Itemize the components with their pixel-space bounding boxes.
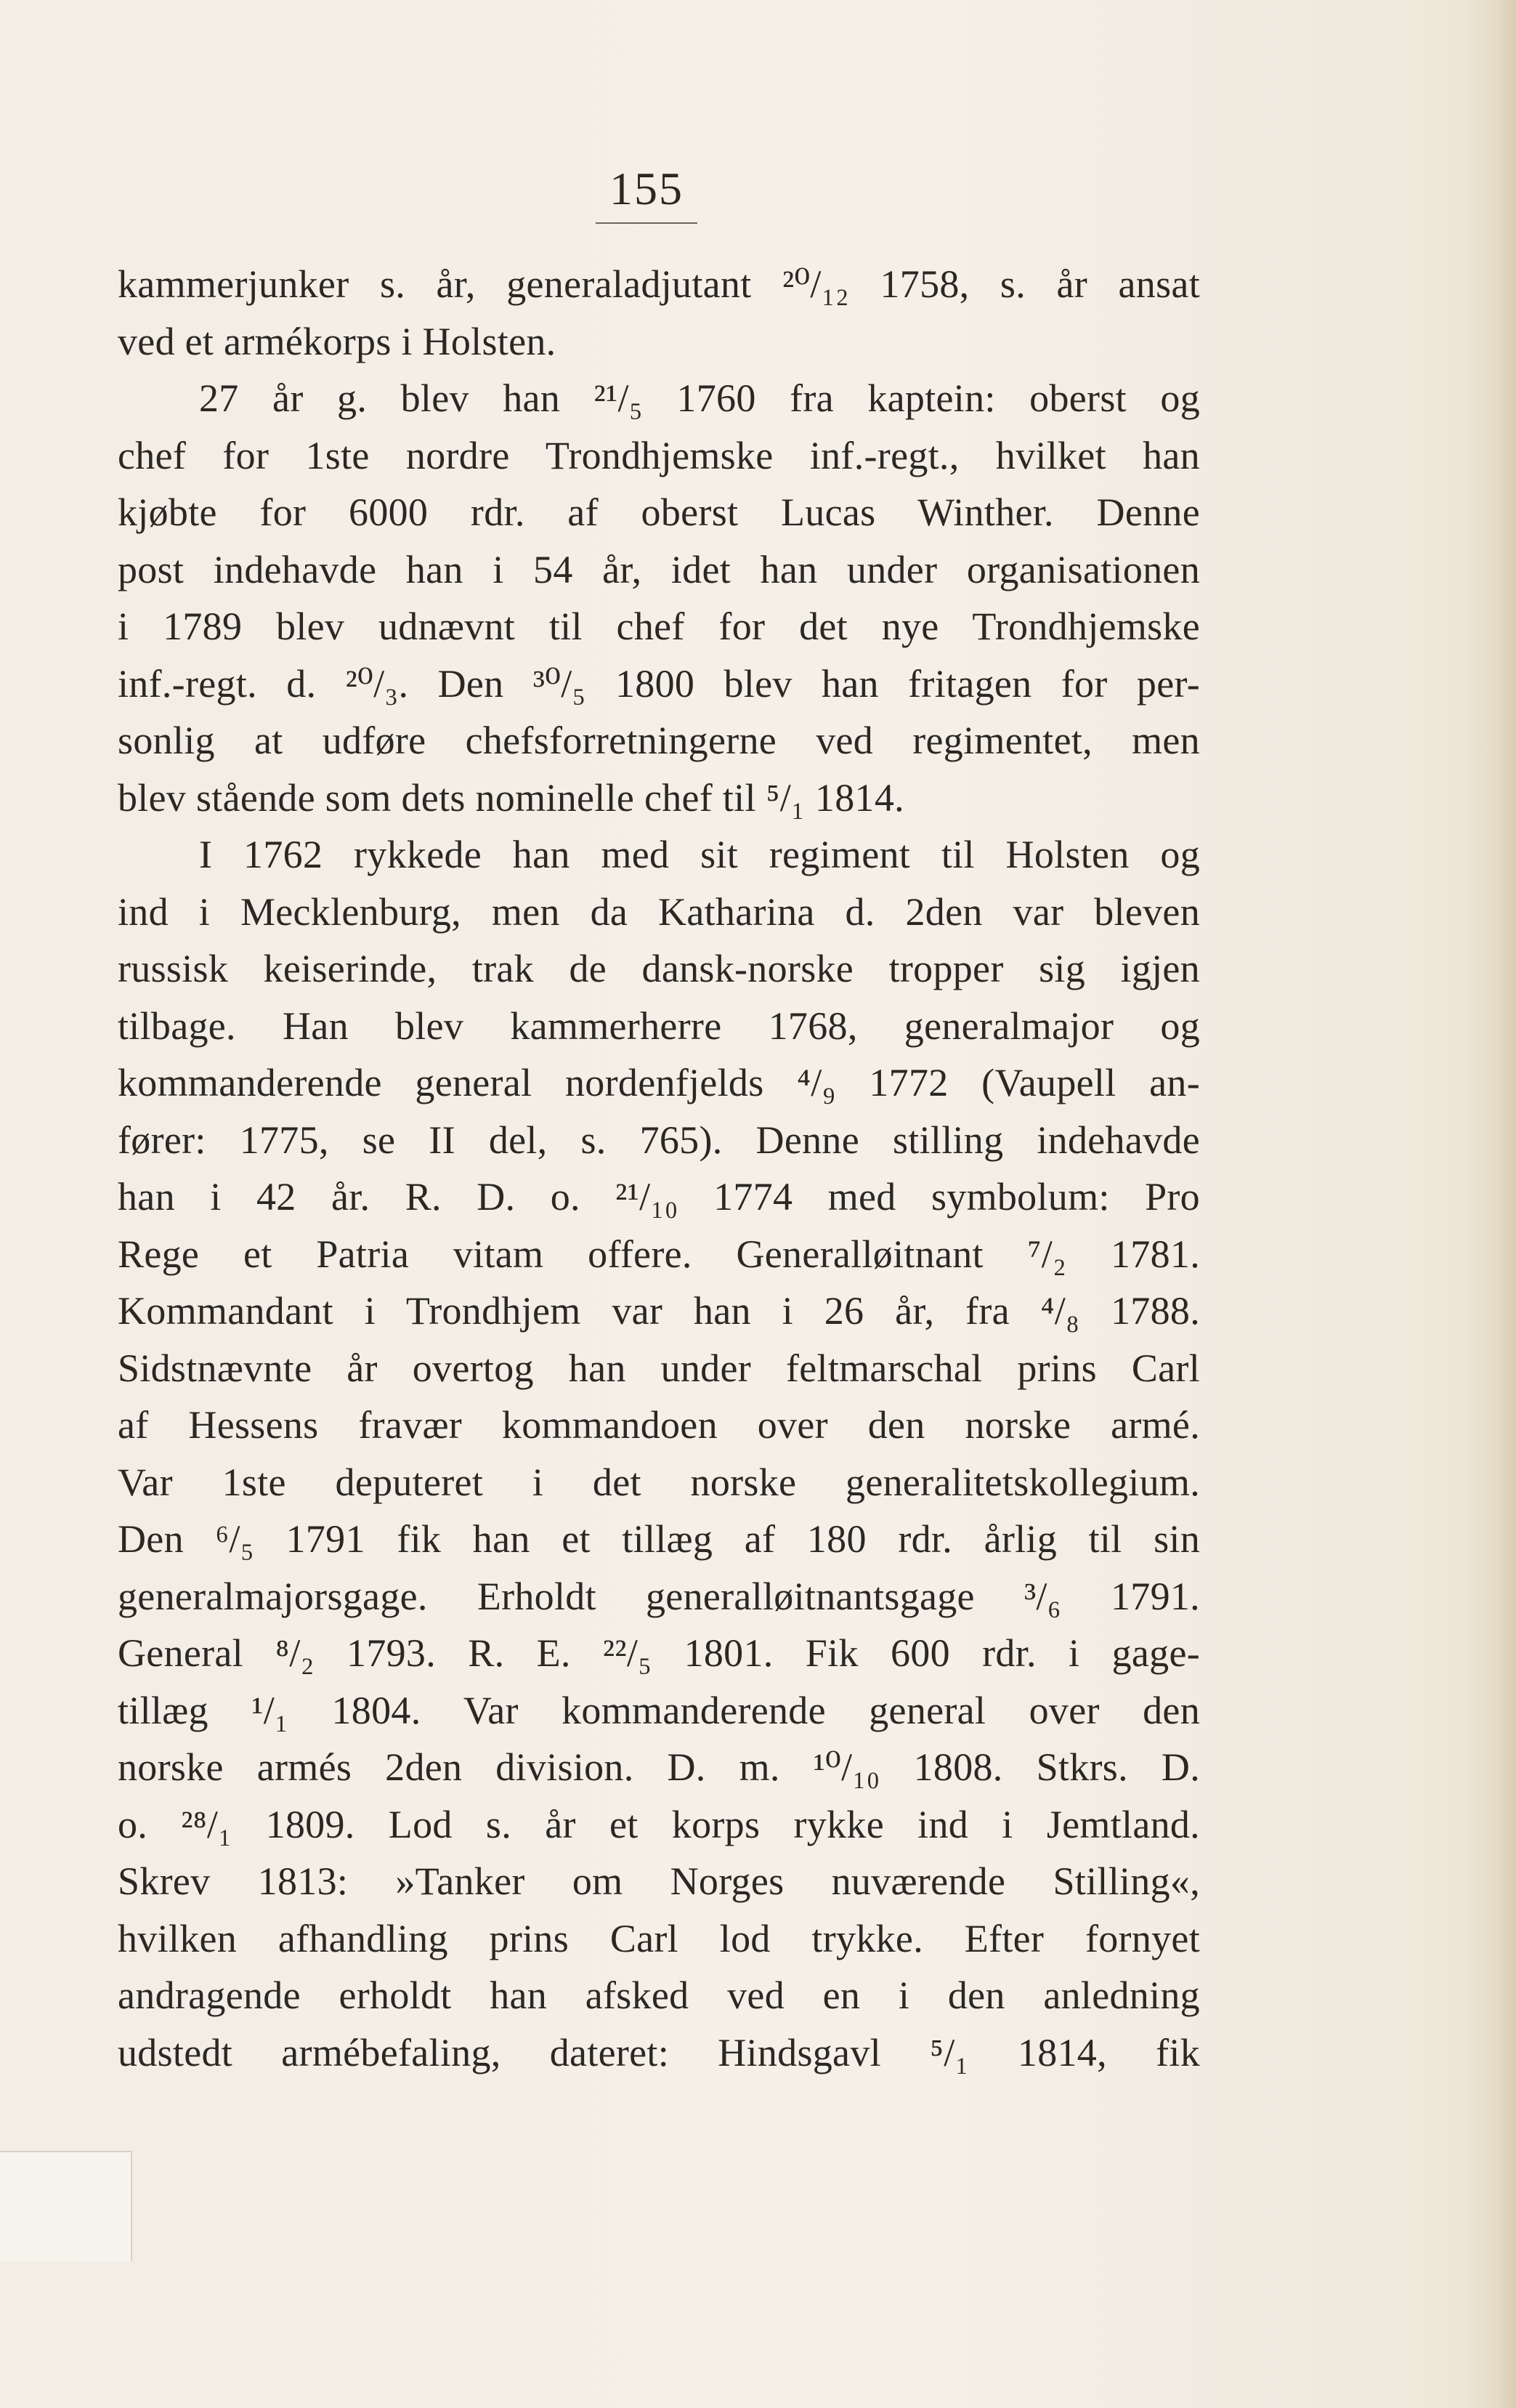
text-line: ved et armékorps i Holsten. [118,319,556,363]
text-line: Den ⁶/₅ 1791 fik han et tillæg af 180 rdr. årlig til sin [118,1517,1200,1561]
text-line: udstedt armébefaling, dateret: Hindsgavl ⁵/₁ 1814, fik [118,2030,1200,2074]
text-line: chef for 1ste nordre Trondhjemske inf.-regt., hvilket han [118,433,1200,477]
page-number-rule [596,222,697,224]
text-line: I 1762 rykkede han med sit regiment til Holsten og [199,833,1200,876]
page-number: 155 [609,163,684,214]
text-line: tillæg ¹/₁ 1804. Var kommanderende general over den [118,1688,1200,1732]
body-text [118,256,1200,2081]
text-line: andragende erholdt han afsked ved en i den anledning [118,1973,1200,2017]
text-line: ind i Mecklenburg, men da Katharina d. 2den var bleven [118,889,1200,934]
text-line: blev stående som dets nominelle chef til ⁵/₁ 1814. [118,775,904,820]
text-line: Sidstnævnte år overtog han under feltmarschal prins Carl [118,1346,1200,1390]
text-line: Var 1ste deputeret i det norske generalitetskollegium. [118,1460,1200,1504]
text-line: kommanderende general nordenfjelds ⁴/₉ 1772 (Vaupell an- [118,1061,1200,1104]
text-line: han i 42 år. R. D. o. ²¹/₁₀ 1774 med symbolum: Pro [118,1175,1200,1219]
text-line: i 1789 blev udnævnt til chef for det nye Trondhjemske [118,605,1200,648]
text-line: post indehavde han i 54 år, idet han under organisationen [118,547,1200,591]
text-line: Rege et Patria vitam offere. Generalløitnant ⁷/₂ 1781. [118,1232,1200,1276]
text-line: af Hessens fravær kommandoen over den norske armé. [118,1403,1200,1447]
text-line: kjøbte for 6000 rdr. af oberst Lucas Winther. Denne [118,490,1200,534]
text-line: hvilken afhandling prins Carl lod trykke. Efter fornyet [118,1916,1200,1960]
page-edge-shadow [1465,0,1516,2408]
text-line: tilbage. Han blev kammerherre 1768, generalmajor og [118,1003,1200,1048]
text-line: russisk keiserinde, trak de dansk-norske tropper sig igjen [118,947,1200,990]
text-line: General ⁸/₂ 1793. R. E. ²²/₅ 1801. Fik 600 rdr. i gage- [118,1631,1200,1675]
text-line: fører: 1775, se II del, s. 765). Denne stilling indehavde [118,1118,1200,1162]
text-line: o. ²⁸/₁ 1809. Lod s. år et korps rykke ind i Jemtland. [118,1802,1200,1846]
text-line: kammerjunker s. år, generaladjutant ²⁰/₁₂ 1758, s. år ansat [118,262,1200,306]
text-line: sonlig at udføre chefsforretningerne ved regimentet, men [118,719,1200,762]
library-stamp-area [0,2151,132,2261]
text-line: inf.-regt. d. ²⁰/₃. Den ³⁰/₅ 1800 blev han fritagen for per- [118,661,1200,706]
text-line: 27 år g. blev han ²¹/₅ 1760 fra kaptein: oberst og [199,376,1200,420]
text-line: norske armés 2den division. D. m. ¹⁰/₁₀ 1808. Stkrs. D. [118,1745,1200,1789]
text-line: Kommandant i Trondhjem var han i 26 år, fra ⁴/₈ 1788. [118,1289,1200,1333]
text-line: Skrev 1813: »Tanker om Norges nuværende Stilling«, [118,1859,1200,1903]
text-line: generalmajorsgage. Erholdt generalløitnantsgage ³/₆ 1791. [118,1574,1200,1618]
